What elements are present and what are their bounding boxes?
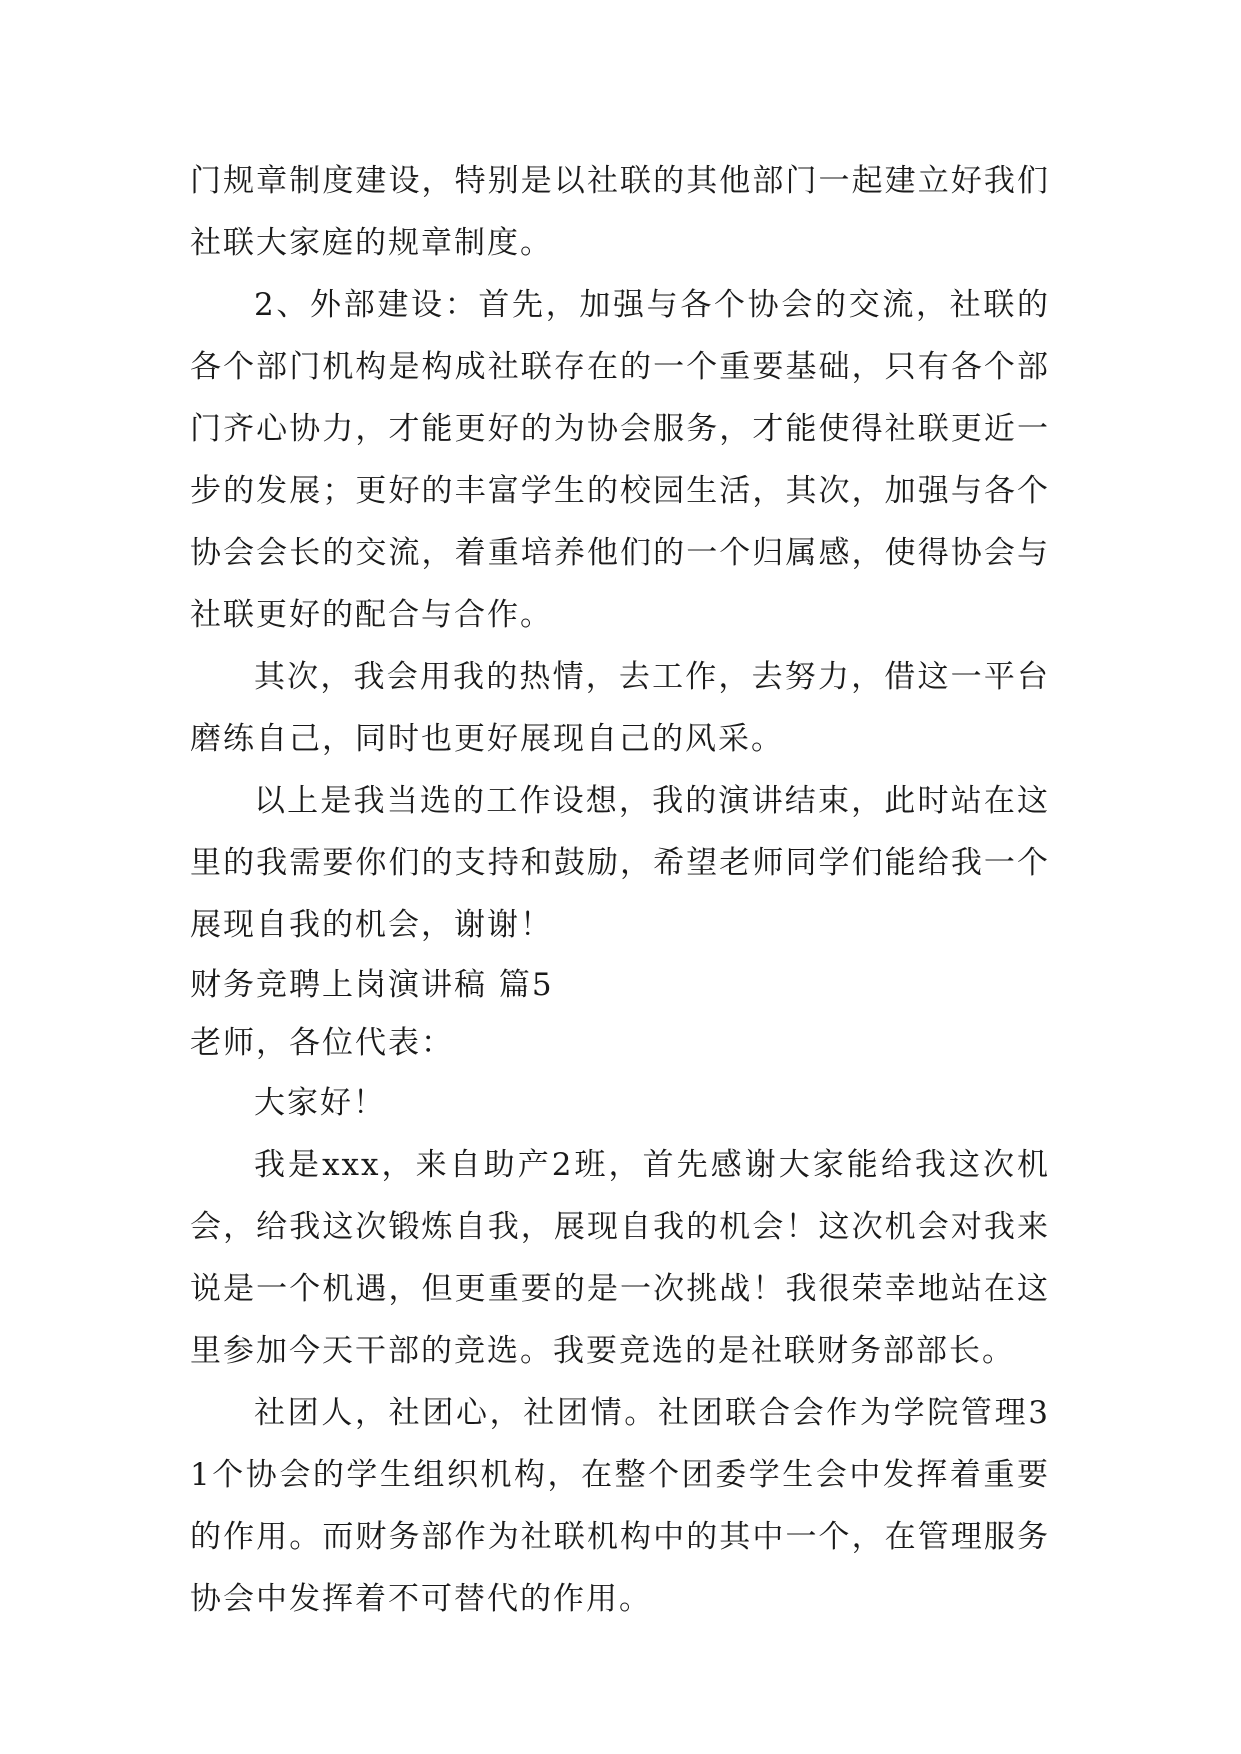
paragraph-club-federation: 社团人，社团心，社团情。社团联合会作为学院管理31个协会的学生组织机构，在整个团委学生会中发挥着重要的作用。而财务部作为社联机构中的其中一个，在管理服务协会中发挥着不可替代的作用。 [190,1395,1050,1617]
paragraph-external-building: 2、外部建设：首先，加强与各个协会的交流，社联的各个部门机构是构成社联存在的一个重要基础，只有各个部门齐心协力，才能更好的为协会服务，才能使得社联更近一步的发展；更好的丰富学生的校园生活，其次，加强与各个协会会长的交流，着重培养他们的一个归属感，使得协会与社联更好的配合与合作。 [190,287,1050,633]
paragraph-enthusiasm: 其次，我会用我的热情，去工作，去努力，借这一平台磨练自己，同时也更好展现自己的风采。 [190,659,1050,757]
greeting: 大家好！ [254,1085,386,1121]
paragraph-closing: 以上是我当选的工作设想，我的演讲结束，此时站在这里的我需要你们的支持和鼓励，希望老师同学们能给我一个展现自我的机会，谢谢！ [190,783,1050,943]
salutation: 老师，各位代表： [190,1025,454,1061]
document-body [190,150,1050,1630]
paragraph-continuation: 门规章制度建设，特别是以社联的其他部门一起建立好我们社联大家庭的规章制度。 [190,163,1050,261]
paragraph-introduction: 我是xxx，来自助产2班，首先感谢大家能给我这次机会，给我这次锻炼自我，展现自我的机会！这次机会对我来说是一个机遇，但更重要的是一次挑战！我很荣幸地站在这里参加今天干部的竞选。我要竞选的是社联财务部部长。 [190,1147,1050,1369]
section-title: 财务竞聘上岗演讲稿 篇5 [190,967,554,1003]
